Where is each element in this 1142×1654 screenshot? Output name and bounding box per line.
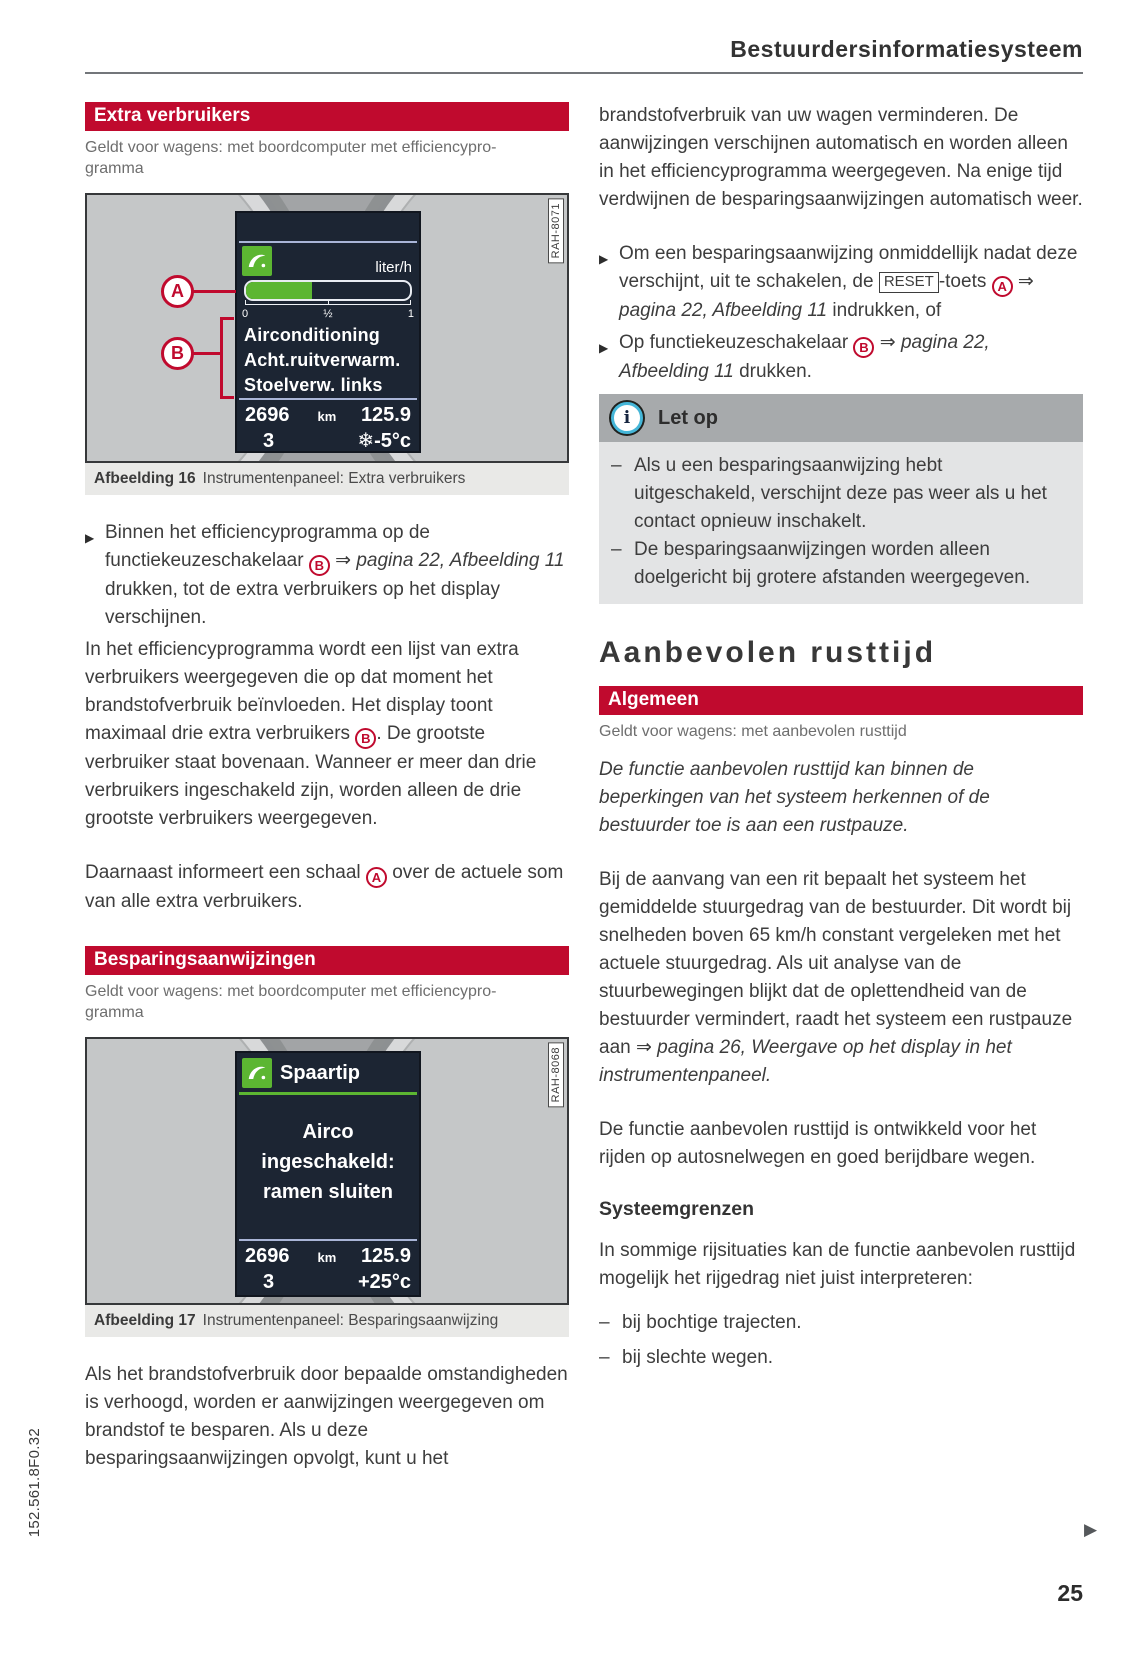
paragraph: In sommige rijsituaties kan de functie aanbevolen rusttijd mogelijk het rijgedrag niet juist interpreteren: (599, 1240, 1076, 1289)
odometer-row (245, 1244, 411, 1270)
consumer-line: Stoelverw. links (244, 375, 383, 395)
trip-value: 3 (263, 1271, 275, 1293)
circled-b-marker: B (355, 728, 376, 749)
two-column-layout (85, 102, 1083, 1499)
instruction-bullet (599, 329, 1083, 386)
right-column (599, 102, 1083, 1499)
paragraph-italic: De functie aanbevolen rusttijd kan binnen de beperkingen van het systeem herkennen of de bestuurder toe is aan een rustpauze. (599, 759, 990, 836)
paragraph: brandstofverbruik van uw wagen verminderen. De aanwijzingen verschijnen automatisch en worden alleen in het efficiencyprogramma weergegeven. Na enige tijd verdwijnen de besparingsaanwijzingen automatisch weer. (599, 105, 1083, 210)
reset-key-label: RESET (879, 272, 939, 293)
text-part: Bij de aanvang van een rit bepaalt het systeem het gemiddelde stuurgedrag van de bestuurder. Dit wordt bij snelheden boven 65 km/h constant vergeleken met het actuele stuurgedrag. Als uit analyse van de stuurbewegingen blijkt dat de oplettendheid van de bestuurder vermindert, raadt het systeem een rustpauze aan (599, 869, 1073, 1058)
marker-a-line (192, 290, 236, 293)
circled-b-marker: B (309, 555, 330, 576)
odometer-value: 2696 (245, 1245, 290, 1267)
display-icon-row (237, 243, 419, 279)
text-part: indrukken, of (827, 300, 942, 321)
chapter-heading: Aanbevolen rusttijd (599, 636, 937, 669)
bar-axis (245, 304, 411, 308)
note-box (599, 394, 1083, 604)
green-divider (239, 1092, 417, 1095)
paragraph (85, 859, 569, 916)
section-title-besparingsaanwijzingen: Besparingsaanwijzingen (85, 946, 569, 975)
section-title-extra-verbruikers: Extra verbruikers (85, 102, 569, 131)
continued-next-page-icon: ▶ (1084, 1520, 1098, 1539)
page-number: 25 (1057, 1580, 1083, 1606)
figure-16-caption (85, 463, 569, 495)
marker-b-bracket (220, 317, 223, 399)
figure-17-caption (85, 1305, 569, 1337)
applies-note-extra: Geldt voor wagens: met boordcomputer met efficiencyprogramma (85, 139, 497, 177)
info-icon: i (611, 402, 643, 434)
triangle-bullet-icon: ▶ (599, 252, 609, 266)
display-bottom-panel (237, 1241, 419, 1295)
spaartip-title: Spaartip (280, 1061, 361, 1084)
text-part: Binnen het efficiencyprogramma op de functiekeuzeschakelaar (105, 522, 430, 571)
limitation-item (599, 1344, 1083, 1372)
outside-temperature: +25°c (357, 1271, 411, 1293)
trip-temp-row (245, 429, 411, 454)
display-bottom-panel (237, 400, 419, 454)
note-body (599, 442, 1083, 604)
driver-info-display (235, 211, 421, 453)
display-spacer (237, 213, 419, 241)
scale-label-half: ½ (323, 308, 333, 320)
trip-value: 3 (263, 430, 275, 452)
limitation-text: bij bochtige trajecten. (622, 1312, 802, 1333)
note-title: Let op (658, 406, 718, 429)
applies-note-algemeen: Geldt voor wagens: met aanbevolen rusttijd (599, 723, 907, 740)
figure-16-caption-label: Afbeelding 16 (94, 470, 196, 487)
instruction-bullet (599, 240, 1083, 325)
figure-17-instrument-panel (85, 1037, 569, 1305)
subheading-systeemgrenzen: Systeemgrenzen (599, 1198, 754, 1220)
section-title-algemeen: Algemeen (599, 686, 1083, 715)
odometer-row (245, 403, 411, 429)
consumer-line: Airconditioning (244, 325, 380, 345)
odometer-unit: km (317, 1250, 337, 1265)
scale-label-0: 0 (242, 308, 249, 320)
document-code: 152.561.8F0.32 (26, 1428, 43, 1538)
odometer-value: 2696 (245, 404, 290, 426)
message-line: ramen sluiten (262, 1181, 394, 1203)
header-rule (85, 72, 1083, 74)
outside-temperature: ❄-5°c (357, 430, 411, 452)
image-ref-label: RAH-8068 (548, 1042, 564, 1107)
consumption-value: 125.9 (360, 1245, 411, 1267)
efficiency-dolphin-icon (242, 1058, 272, 1088)
consumption-bar-fill (246, 282, 312, 299)
cross-reference: ⇒ pagina 22, Afbeelding 11 (619, 271, 1034, 321)
text-part: Op functiekeuzeschakelaar (619, 332, 854, 353)
consumption-unit-label: liter/h (375, 259, 412, 276)
triangle-bullet-icon: ▶ (85, 531, 95, 545)
efficiency-dolphin-icon (242, 246, 272, 276)
note-header (599, 394, 1083, 442)
figure-16-instrument-panel (85, 193, 569, 463)
paragraph (85, 636, 569, 833)
circled-a-marker: A (366, 867, 387, 888)
cross-reference: ⇒ pagina 22, Afbeelding 11 (335, 550, 565, 571)
marker-b-bracket-top (220, 317, 234, 320)
odometer-unit: km (317, 409, 337, 424)
page-header-title: Bestuurdersinformatiesysteem (730, 36, 1083, 62)
figure-17-caption-label: Afbeelding 17 (94, 1312, 196, 1329)
message-line: Airco (302, 1121, 354, 1143)
circled-a-marker: A (992, 276, 1013, 297)
dash-marker: – (611, 539, 622, 560)
marker-b-line (192, 352, 222, 355)
bar-scale-labels (237, 308, 419, 320)
display-spacer (237, 1207, 419, 1239)
instruction-text (619, 240, 1083, 325)
left-column (85, 102, 569, 1499)
scale-label-1: 1 (407, 308, 414, 320)
applies-note-besparing: Geldt voor wagens: met boordcomputer met efficiencyprogramma (85, 983, 497, 1021)
driver-info-display (235, 1051, 421, 1297)
image-ref-label: RAH-8071 (548, 198, 564, 263)
text-part: -toets (938, 271, 992, 292)
text-part: over de actuele som van alle extra verbruikers. (85, 862, 564, 912)
circled-b-marker: B (853, 337, 874, 358)
text-part: drukken. (733, 361, 812, 382)
triangle-bullet-icon: ▶ (599, 341, 609, 355)
cross-reference: ⇒ pagina 26, Weergave op het display in het instrumentenpaneel. (599, 1037, 1012, 1086)
note-item (611, 452, 1069, 536)
marker-b-bracket-bottom (220, 396, 234, 399)
note-item-text: De besparingsaanwijzingen worden alleen doelgericht bij grotere afstanden weergegeven. (634, 539, 1031, 588)
marker-a-circle: A (161, 275, 194, 308)
text-part: . De grootste verbruiker staat bovenaan. Wanneer er meer dan drie verbruikers ingeschakeld zijn, worden alleen de drie grootste verbruikers weergegeven. (85, 723, 537, 829)
consumption-value: 125.9 (360, 404, 411, 426)
consumer-list (237, 320, 419, 398)
text-part: Daarnaast informeert een schaal (85, 862, 366, 883)
limitation-text: bij slechte wegen. (622, 1347, 774, 1368)
trip-temp-row (245, 1270, 411, 1295)
note-item (611, 536, 1069, 592)
figure-16-caption-text: Instrumentenpaneel: Extra verbruikers (202, 470, 466, 487)
instruction-text (619, 329, 1083, 386)
text-part: Om een besparingsaanwijzing onmiddellijk nadat deze verschijnt, uit te schakelen, de (619, 243, 1078, 292)
message-line: ingeschakeld: (261, 1151, 395, 1173)
content-area (85, 0, 1083, 1499)
text-part: In het efficiencyprogramma wordt een lijst van extra verbruikers weergegeven die op dat moment het brandstofverbruik beïnvloeden. Het display toont maximaal drie extra verbruikers (85, 639, 519, 744)
spaartip-header (237, 1053, 419, 1092)
saving-tip-message (237, 1117, 419, 1207)
paragraph: Als het brandstofverbruik door bepaalde omstandigheden is verhoogd, worden er aanwijzingen weergegeven om brandstof te besparen. Als u deze besparingsaanwijzingen opvolgt, kunt u het (85, 1364, 568, 1469)
dash-marker: – (599, 1312, 610, 1333)
dash-marker: – (599, 1347, 610, 1368)
figure-17-caption-text: Instrumentenpaneel: Besparingsaanwijzing (202, 1312, 499, 1329)
note-item-text: Als u een besparingsaanwijzing hebt uitgeschakeld, verschijnt deze pas weer als u het contact opnieuw inschakelt. (634, 455, 1047, 532)
consumer-line: Acht.ruitverwarm. (244, 350, 401, 370)
instruction-bullet (85, 519, 569, 632)
paragraph (599, 866, 1083, 1090)
marker-b-circle: B (161, 337, 194, 370)
cross-reference: ⇒ pagina 22, Afbeelding 11 (619, 332, 990, 382)
limitation-item (599, 1309, 1083, 1337)
consumption-bar (244, 280, 412, 301)
paragraph: De functie aanbevolen rusttijd is ontwikkeld voor het rijden op autosnelwegen en goed berijdbare wegen. (599, 1119, 1037, 1168)
text-part: drukken, tot de extra verbruikers op het display verschijnen. (105, 579, 500, 628)
dash-marker: – (611, 455, 622, 476)
instruction-text (105, 519, 569, 632)
